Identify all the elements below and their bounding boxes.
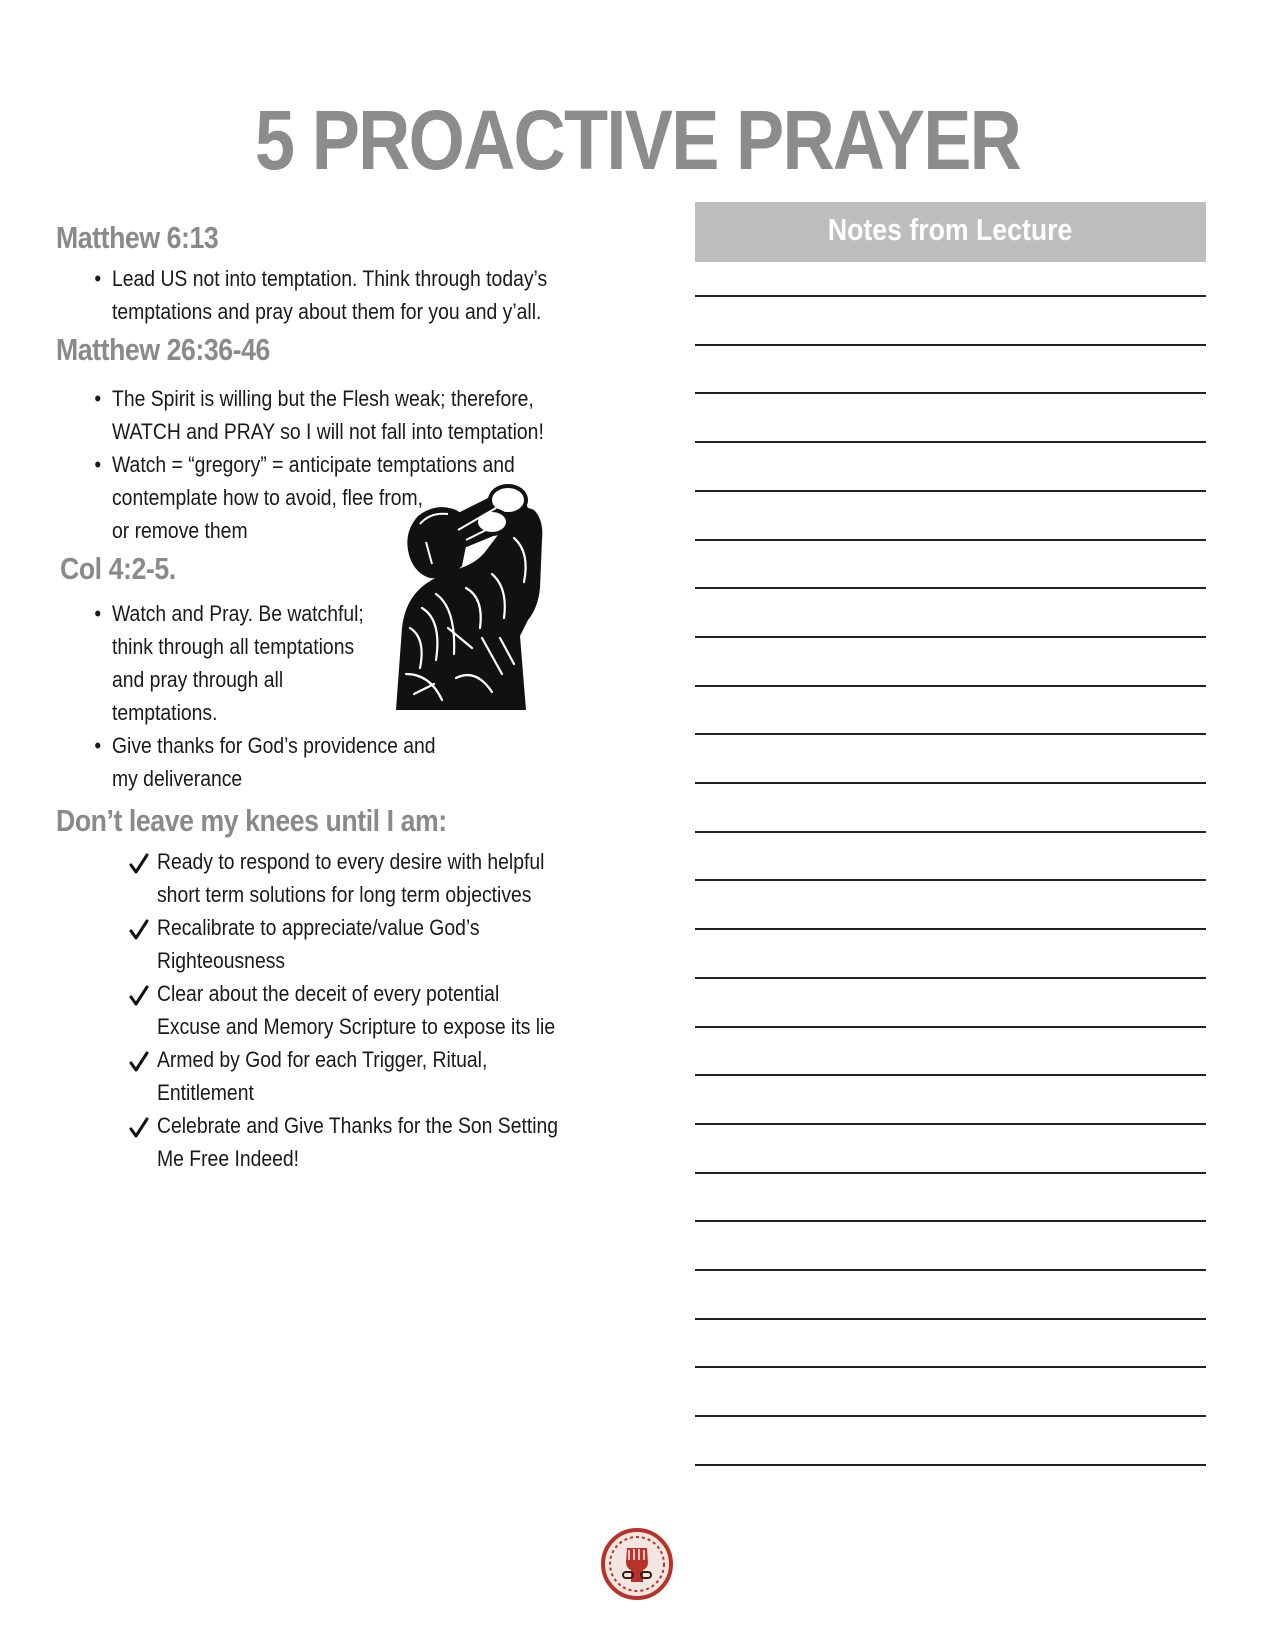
note-line bbox=[695, 636, 1206, 638]
bullet-item: • Watch and Pray. Be watchful; think through all temptations and pray through all temptations. bbox=[112, 597, 520, 729]
check-mark-icon bbox=[129, 985, 149, 1007]
page-title: 5 PROACTIVE PRAYER bbox=[254, 93, 1021, 187]
section-heading-knees: Don’t leave my knees until I am: bbox=[56, 803, 447, 838]
check-mark-icon bbox=[129, 919, 149, 941]
check-mark-icon bbox=[129, 853, 149, 875]
note-line bbox=[695, 539, 1206, 541]
checklist-knees bbox=[56, 845, 576, 1175]
note-line bbox=[695, 1318, 1206, 1320]
note-line bbox=[695, 392, 1206, 394]
section-heading-matthew-6-13: Matthew 6:13 bbox=[56, 220, 219, 255]
note-line bbox=[695, 490, 1206, 492]
bullet-item: • The Spirit is willing but the Flesh weak; therefore, WATCH and PRAY so I will not fall into temptation! bbox=[112, 382, 520, 448]
note-line bbox=[695, 1415, 1206, 1417]
note-line bbox=[695, 879, 1206, 881]
bullet-item: • Give thanks for God’s providence and my deliverance bbox=[112, 729, 520, 795]
checklist-item: Celebrate and Give Thanks for the Son Setting Me Free Indeed! bbox=[157, 1109, 576, 1175]
note-line bbox=[695, 1123, 1206, 1125]
checklist-item: Armed by God for each Trigger, Ritual, Entitlement bbox=[157, 1043, 576, 1109]
check-mark-icon bbox=[129, 1117, 149, 1139]
check-mark-icon bbox=[129, 1051, 149, 1073]
notes-header: Notes from Lecture bbox=[695, 202, 1206, 262]
note-line bbox=[695, 1172, 1206, 1174]
note-line bbox=[695, 1220, 1206, 1222]
note-line bbox=[695, 1074, 1206, 1076]
section-heading-matthew-26: Matthew 26:36-46 bbox=[56, 332, 270, 367]
raised-fist-broken-chain-icon bbox=[601, 1528, 673, 1600]
checklist-item: Clear about the deceit of every potential Excuse and Memory Scripture to expose its lie bbox=[157, 977, 576, 1043]
note-line bbox=[695, 831, 1206, 833]
note-line bbox=[695, 928, 1206, 930]
note-line bbox=[695, 782, 1206, 784]
note-line bbox=[695, 977, 1206, 979]
note-line bbox=[695, 1464, 1206, 1466]
checklist-item: Recalibrate to appreciate/value God’s Righteousness bbox=[157, 911, 576, 977]
bullet-item: • Watch = “gregory” = anticipate temptations and contemplate how to avoid, flee from, or remove them bbox=[112, 448, 520, 547]
checklist-item: Ready to respond to every desire with helpful short term solutions for long term objectives bbox=[157, 845, 576, 911]
note-line bbox=[695, 1269, 1206, 1271]
man-with-binoculars-icon bbox=[396, 478, 544, 710]
note-line bbox=[695, 1366, 1206, 1368]
note-line bbox=[695, 295, 1206, 297]
note-line bbox=[695, 587, 1206, 589]
note-line bbox=[695, 685, 1206, 687]
note-line bbox=[695, 344, 1206, 346]
section-heading-col: Col 4:2-5. bbox=[60, 551, 176, 586]
note-line bbox=[695, 441, 1206, 443]
bullet-item: • Lead US not into temptation. Think through today’s temptations and pray about them for you and y’all. bbox=[112, 262, 520, 328]
note-line bbox=[695, 1026, 1206, 1028]
bullet-list-matthew-6-13 bbox=[56, 262, 576, 328]
note-line bbox=[695, 733, 1206, 735]
